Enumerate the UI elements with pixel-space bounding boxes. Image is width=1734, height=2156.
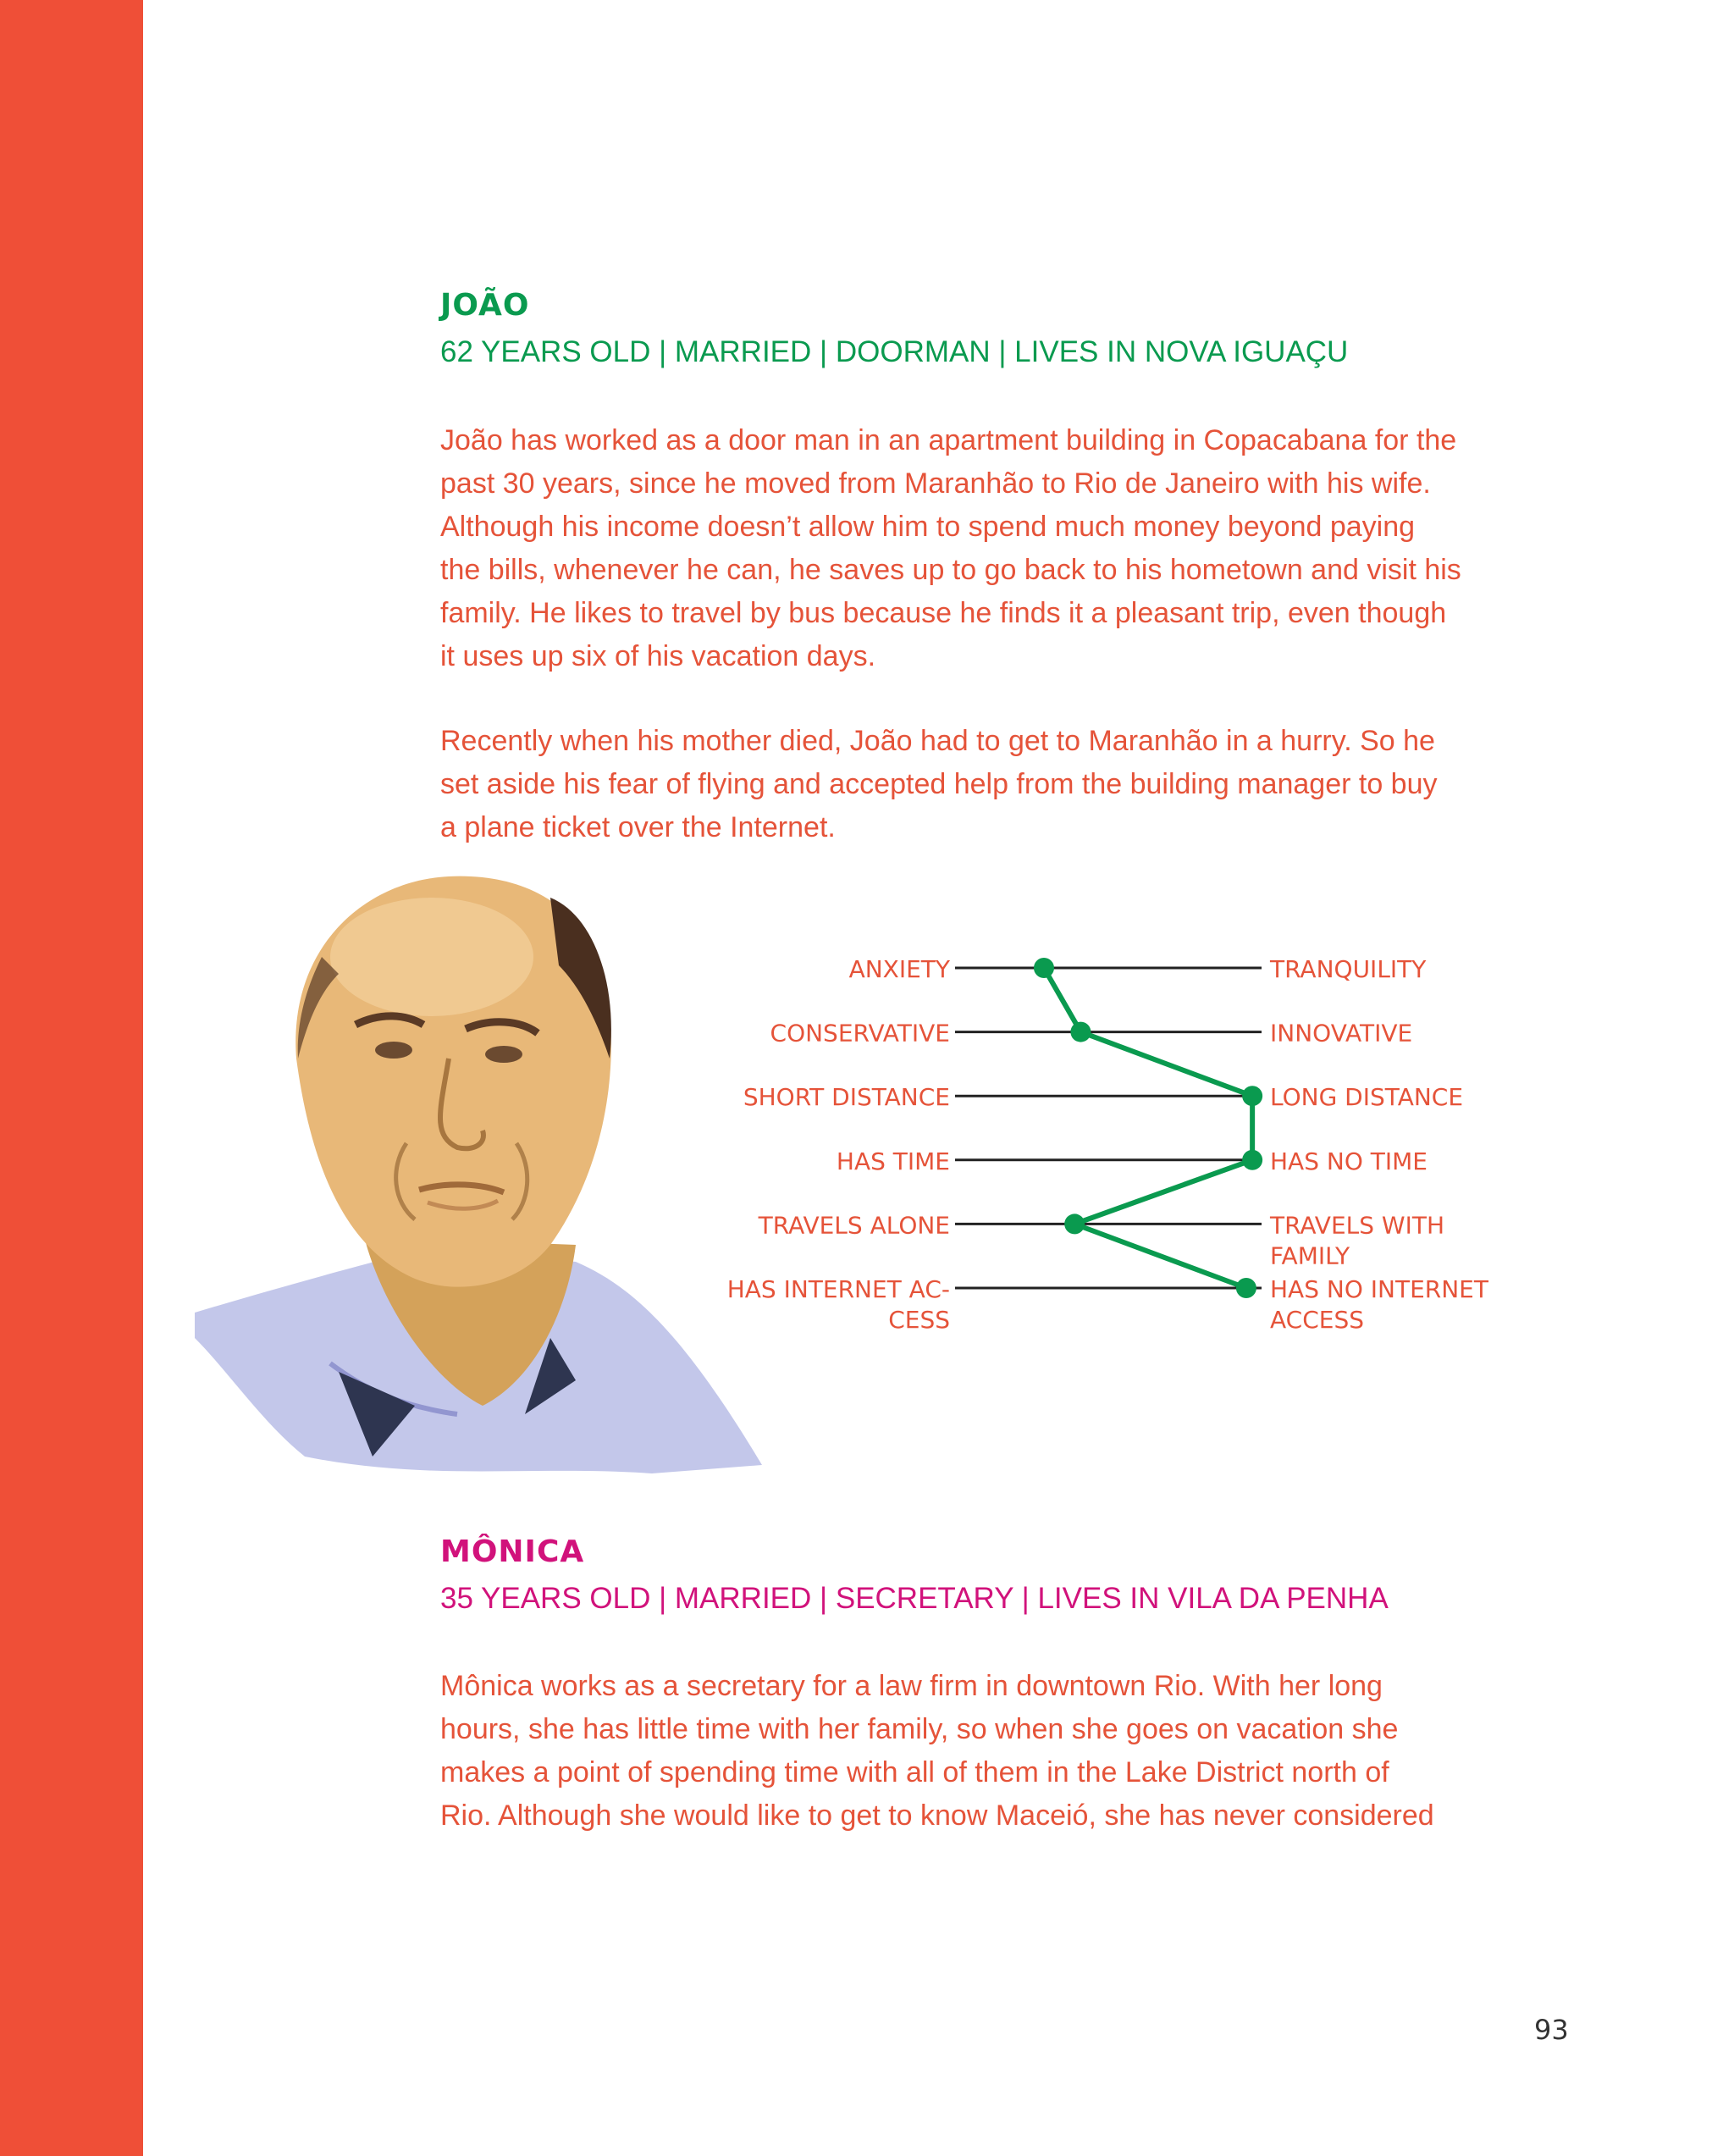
- text-line: Recently when his mother died, João had to get to Maranhão in a hurry. So he: [440, 725, 1435, 757]
- scale-marker: [1242, 1150, 1262, 1170]
- scale-right-label: TRANQUILITY: [1270, 955, 1427, 983]
- scale-marker: [1242, 1086, 1262, 1106]
- text-line: makes a point of spending time with all of them in the Lake District north of: [440, 1756, 1389, 1788]
- scale-connector-line: [1044, 968, 1252, 1288]
- text-line: set aside his fear of flying and accepted help from the building manager to buy: [440, 768, 1438, 800]
- text-line: Although his income doesn’t allow him to spend much money beyond paying: [440, 511, 1416, 543]
- text-line: Mônica works as a secretary for a law firm in downtown Rio. With her long: [440, 1670, 1383, 1702]
- persona-name-monica: MÔNICA: [440, 1534, 585, 1569]
- text-line: past 30 years, since he moved from Maranhão to Rio de Janeiro with his wife.: [440, 467, 1431, 500]
- scale-marker: [1034, 958, 1054, 978]
- text-line: Rio. Although she would like to get to know Maceió, she has never considered: [440, 1799, 1434, 1832]
- scale-right-label: ACCESS: [1270, 1306, 1365, 1334]
- text-line: João has worked as a door man in an apartment building in Copacabana for the: [440, 424, 1457, 456]
- scale-right-label: LONG DISTANCE: [1270, 1083, 1464, 1112]
- scale-left-label: CESS: [888, 1306, 950, 1334]
- scale-right-label: TRAVELS WITH: [1270, 1211, 1445, 1240]
- scale-rows: [727, 955, 1489, 1334]
- scale-right-label: HAS NO TIME: [1270, 1147, 1428, 1175]
- scale-left-label: HAS TIME: [836, 1147, 950, 1175]
- page-number: 93: [1534, 2014, 1569, 2046]
- scale-marker: [1064, 1213, 1085, 1234]
- persona-name-joao: JOÃO: [440, 288, 530, 323]
- monica-paragraph-1: [440, 1665, 1490, 1838]
- scale-marker: [1236, 1278, 1256, 1298]
- text-line: a plane ticket over the Internet.: [440, 811, 836, 843]
- text-line: hours, she has little time with her family, so when she goes on vacation she: [440, 1713, 1399, 1745]
- persona-subtitle-joao: 62 YEARS OLD | MARRIED | DOORMAN | LIVES IN NOVA IGUAÇU: [440, 335, 1349, 368]
- scale-left-label: ANXIETY: [848, 955, 950, 983]
- scale-right-label: HAS NO INTERNET: [1270, 1275, 1488, 1303]
- scale-left-label: CONSERVATIVE: [770, 1019, 950, 1048]
- scale-left-label: SHORT DISTANCE: [743, 1083, 950, 1112]
- scale-marker: [1070, 1022, 1091, 1042]
- scale-right-label: INNOVATIVE: [1270, 1019, 1413, 1048]
- text-line: family. He likes to travel by bus because he finds it a pleasant trip, even though: [440, 597, 1447, 629]
- scale-right-label: FAMILY: [1270, 1241, 1350, 1270]
- text-line: it uses up six of his vacation days.: [440, 640, 876, 672]
- text-line: the bills, whenever he can, he saves up to go back to his hometown and visit his: [440, 554, 1461, 586]
- scale-left-label: HAS INTERNET AC-: [726, 1275, 950, 1303]
- persona-subtitle-monica: 35 YEARS OLD | MARRIED | SECRETARY | LIVES IN VILA DA PENHA: [440, 1582, 1389, 1615]
- scale-left-label: TRAVELS ALONE: [758, 1211, 950, 1240]
